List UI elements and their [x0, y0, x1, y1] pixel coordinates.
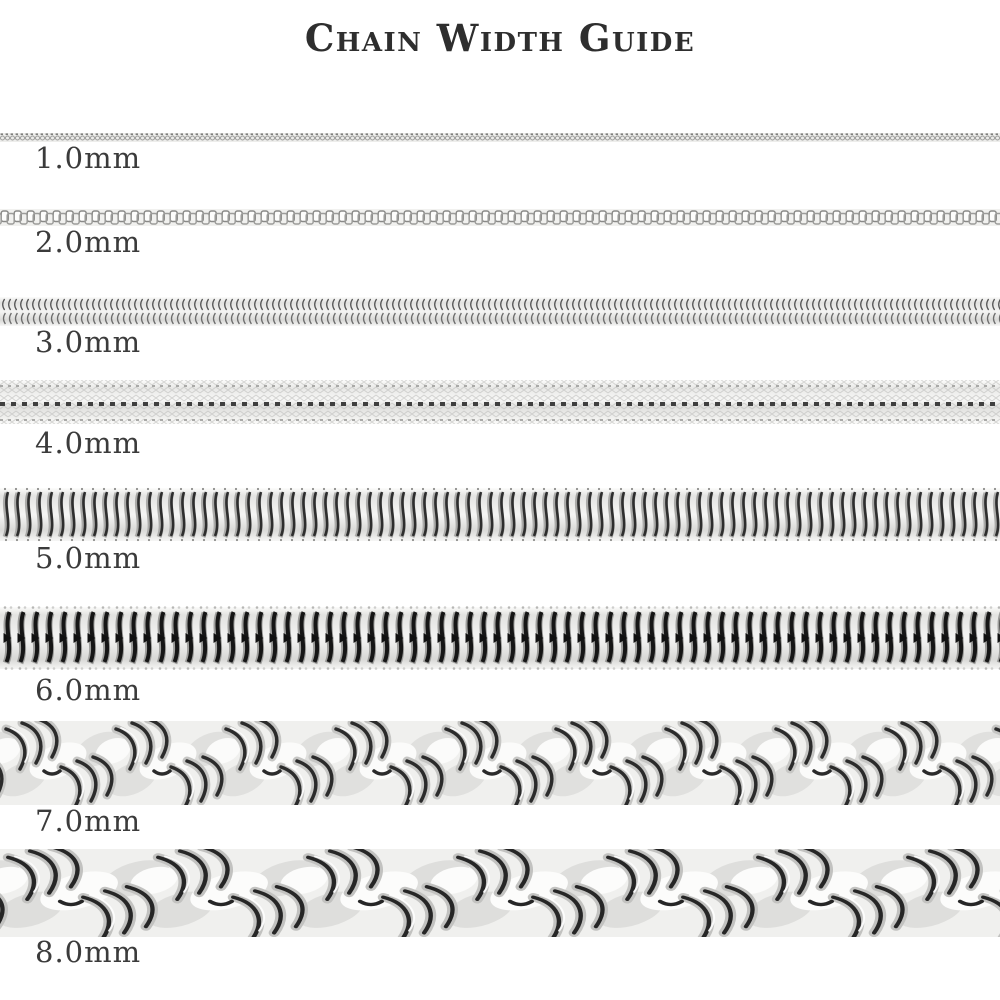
size-label-5.0mm: 5.0mm: [35, 541, 142, 575]
size-label-2.0mm: 2.0mm: [35, 225, 142, 259]
chain-image-1.0mm-box: [0, 131, 1000, 144]
page-title: Chain Width Guide: [304, 16, 696, 60]
chain-image-6.0mm-snake: [0, 604, 1000, 672]
size-label-1.0mm: 1.0mm: [35, 141, 142, 175]
size-label-6.0mm: 6.0mm: [35, 673, 142, 707]
chain-image-8.0mm-rope: [0, 849, 1000, 937]
size-label-7.0mm: 7.0mm: [35, 804, 142, 838]
size-label-4.0mm: 4.0mm: [35, 426, 142, 460]
size-label-8.0mm: 8.0mm: [35, 935, 142, 969]
chain-image-2.0mm-box: [0, 207, 1000, 228]
size-label-3.0mm: 3.0mm: [35, 325, 142, 359]
chain-image-4.0mm-snake: [0, 378, 1000, 426]
chain-image-3.0mm-snake: [0, 296, 1000, 327]
chain-image-5.0mm-snake: [0, 486, 1000, 543]
chain-image-7.0mm-rope: [0, 721, 1000, 805]
